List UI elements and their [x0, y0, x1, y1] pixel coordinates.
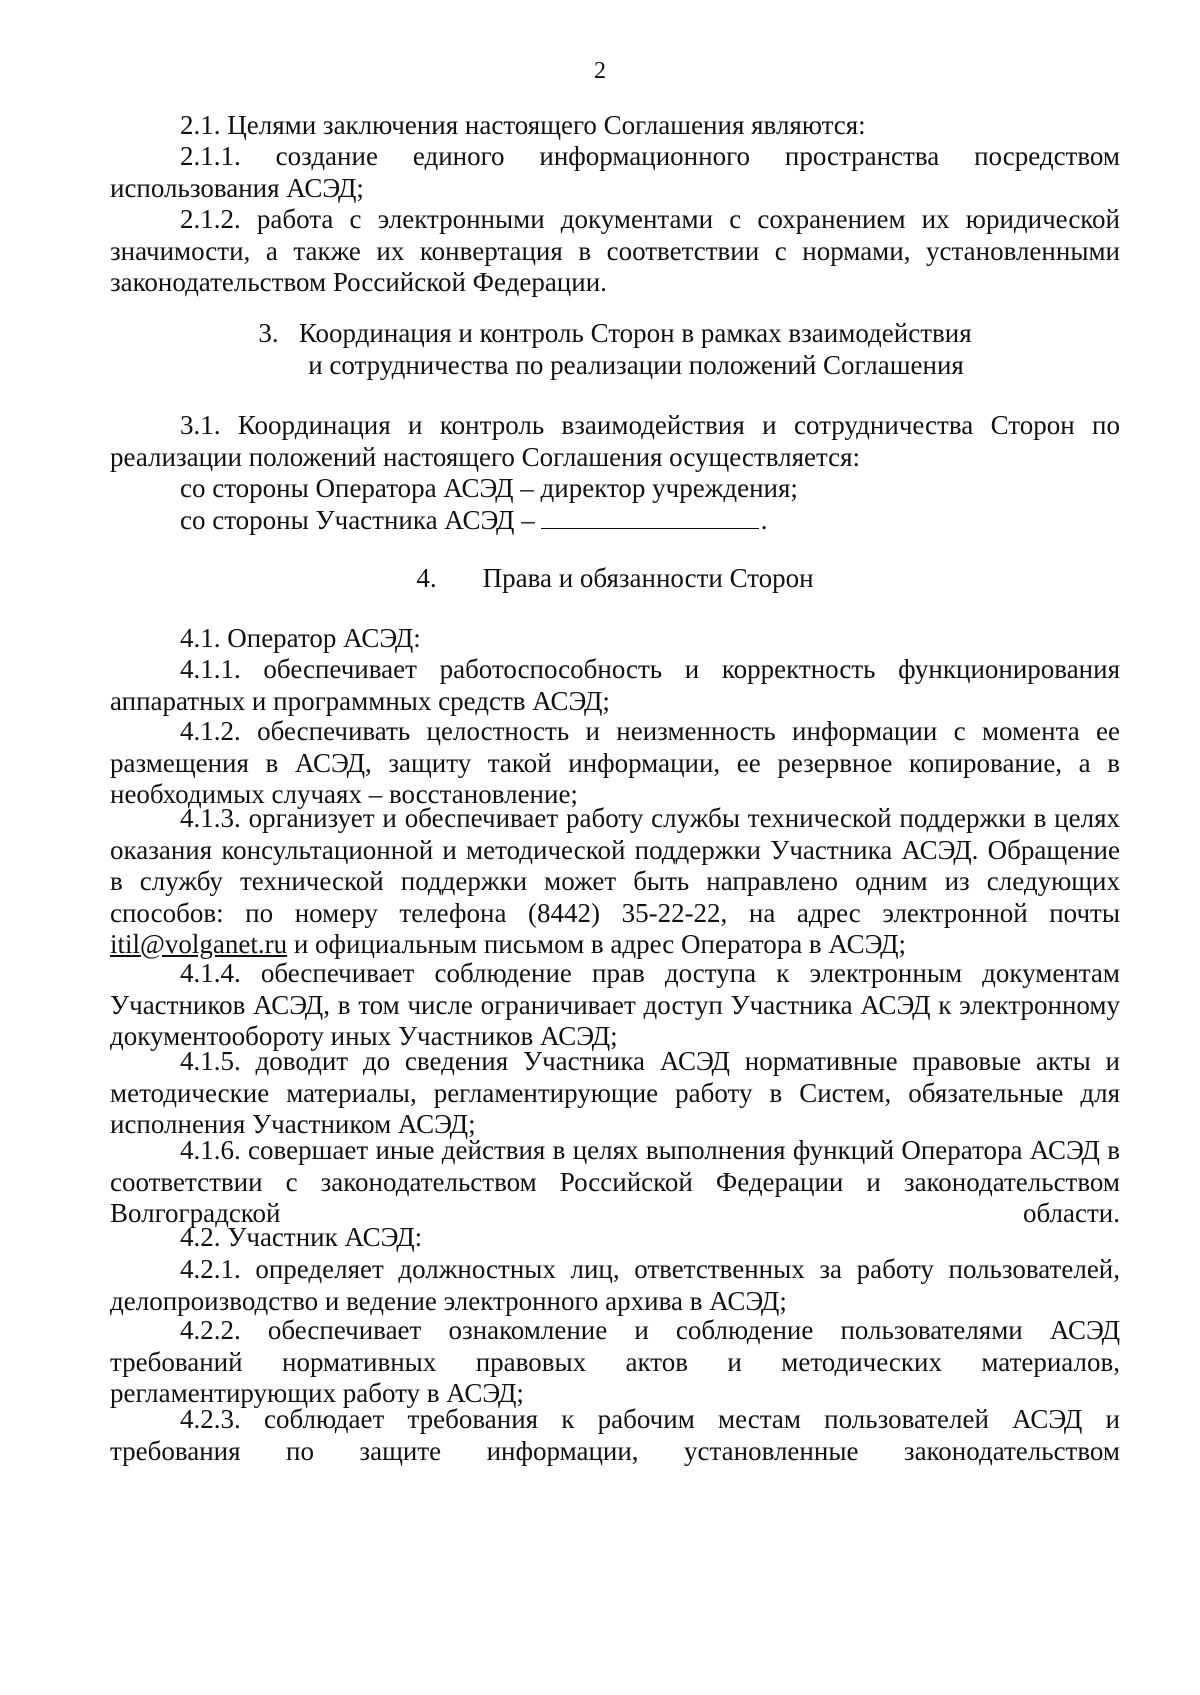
- clause-4-1-3-end: и официальным письмом в адрес Оператора в АСЭД;: [293, 929, 907, 959]
- clause-4-1: 4.1. Оператор АСЭД:: [180, 623, 421, 653]
- clause-4-1-2: 4.1.2. обеспечивать целостность и неизменность информации с момента ее размещения в АСЭД, защиту такой информации, ее резервное копирование, а в необходимых случаях – восстановление;: [110, 716, 1120, 809]
- support-email-link[interactable]: itil@volganet.ru: [110, 929, 288, 959]
- clause-4-2-1: 4.2.1. определяет должностных лиц, ответственных за работу пользователей, делопроизводство и ведение электронного архива в АСЭД;: [110, 1254, 1120, 1316]
- clause-4-1-3-text: 4.1.3. организует и обеспечивает работу службы технической поддержки в целях оказания консультационной и методической поддержки Участника АСЭД. Обращение в службу технической поддержки может быть направлено одним из следующих способов: по номеру телефона (8442) 35-22-22, на адрес электронной почты: [110, 803, 1120, 928]
- participant-contact-end: .: [760, 505, 768, 535]
- operator-contact-line: со стороны Оператора АСЭД – директор учреждения;: [180, 473, 798, 503]
- clause-4-2-3: 4.2.3. соблюдает требования к рабочим местам пользователей АСЭД и требования по защите информации, установленные законодательством: [110, 1404, 1120, 1466]
- clause-2-1-2: 2.1.2. работа с электронными документами с сохранением их юридической значимости, а также их конвертация в соответствии с нормами, установленными законодательством Российской Федерации.: [110, 204, 1120, 297]
- clause-4-1-3: [110, 803, 1120, 961]
- clause-2-1: 2.1. Целями заключения настоящего Соглашения являются:: [180, 110, 866, 140]
- clause-4-2: 4.2. Участник АСЭД:: [180, 1222, 423, 1252]
- clause-3-1: 3.1. Координация и контроль взаимодействия и сотрудничества Сторон по реализации положений настоящего Соглашения осуществляется:: [110, 410, 1120, 472]
- clause-4-2-2: 4.2.2. обеспечивает ознакомление и соблюдение пользователями АСЭД требований нормативных правовых актов и методических материалов, регламентирующих работу в АСЭД;: [110, 1315, 1120, 1408]
- section-3-title-line1: Координация и контроль Сторон в рамках взаимодействия: [298, 318, 972, 348]
- blank-fill-line: [541, 504, 759, 529]
- participant-contact-line: [110, 504, 1120, 537]
- clause-4-1-6: 4.1.6. совершает иные действия в целях выполнения функций Оператора АСЭД в соответствии с законодательством Российской Федерации и законодательством Волгоградской области.: [110, 1135, 1120, 1228]
- section-3-number: 3.: [258, 318, 279, 348]
- section-3-title-line2: и сотрудничества по реализации положений Соглашения: [308, 349, 964, 380]
- clause-4-1-4: 4.1.4. обеспечивает соблюдение прав доступа к электронным документам Участников АСЭД, в том числе ограничивает доступ Участника АСЭД к электронному документообороту иных Участников АСЭД;: [110, 958, 1120, 1051]
- clause-4-1-1: 4.1.1. обеспечивает работоспособность и корректность функционирования аппаратных и программных средств АСЭД;: [110, 654, 1120, 716]
- section-3-heading: [110, 318, 1120, 381]
- section-4-title: Права и обязанности Сторон: [482, 563, 814, 593]
- page-number: 2: [594, 58, 606, 84]
- participant-contact-text: со стороны Участника АСЭД –: [180, 505, 535, 535]
- clause-2-1-1: 2.1.1. создание единого информационного пространства посредством использования АСЭД;: [110, 141, 1120, 203]
- section-4-number: 4.: [416, 563, 437, 593]
- clause-4-1-5: 4.1.5. доводит до сведения Участника АСЭД нормативные правовые акты и методические материалы, регламентирующие работу в Систем, обязательные для исполнения Участником АСЭД;: [110, 1046, 1120, 1139]
- section-4-heading: [110, 563, 1120, 595]
